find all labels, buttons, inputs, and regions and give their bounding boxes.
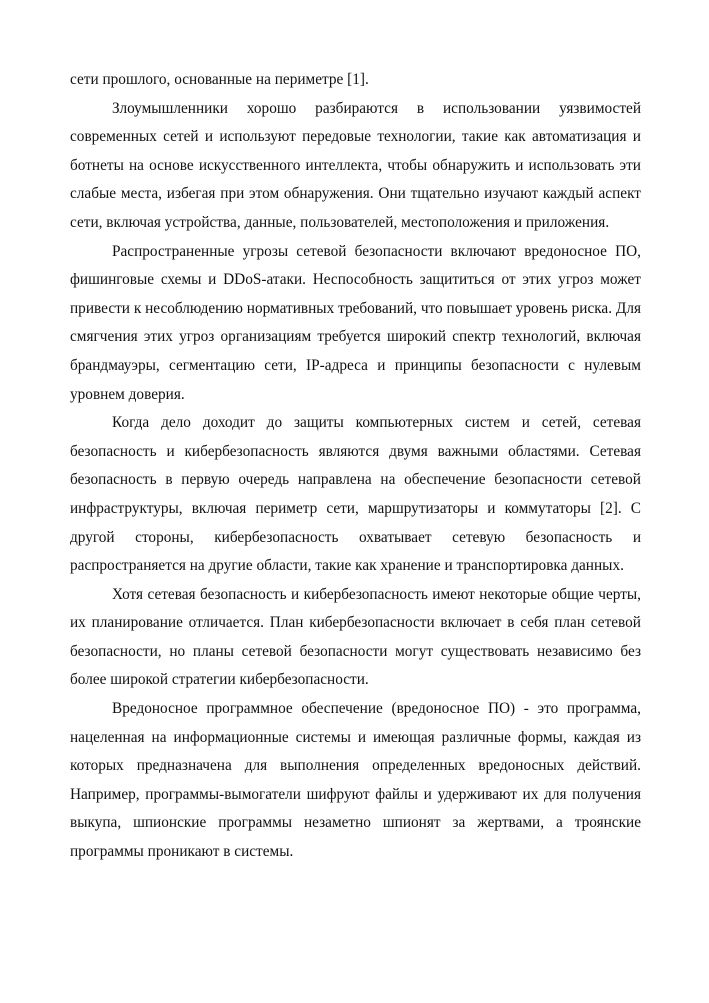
paragraph-common-threats: Распространенные угрозы сетевой безопасности включают вредоносное ПО, фишинговые схемы и DDoS-атаки. Неспособность защититься от этих угроз может привести к несоблюдению нормативных требований, что повышает уровень риска. Для смягчения этих угроз организациям требуется широкий спектр технологий, включая брандмауэры, сегментацию сети, IP-адреса и принципы безопасности с нулевым уровнем доверия. bbox=[70, 242, 641, 403]
document-page bbox=[70, 66, 641, 867]
paragraph-continuation: сети прошлого, основанные на периметре [1]. bbox=[70, 71, 369, 88]
paragraph-network-vs-cyber: Когда дело доходит до защиты компьютерных систем и сетей, сетевая безопасность и кибербезопасность являются двумя важными областями. Сетевая безопасность в первую очередь направлена на обеспечение безопасности сетевой инфраструктуры, включая периметр сети, маршрутизаторы и коммутаторы [2]. С другой стороны, кибербезопасность охватывает сетевую безопасность и распространяется на другие области, такие как хранение и транспортировка данных. bbox=[70, 414, 641, 575]
paragraph-attackers: Злоумышленники хорошо разбираются в использовании уязвимостей современных сетей и используют передовые технологии, такие как автоматизация и ботнеты на основе искусственного интеллекта, чтобы обнаружить и использовать эти слабые места, избегая при этом обнаружения. Они тщательно изучают каждый аспект сети, включая устройства, данные, пользователей, местоположения и приложения. bbox=[70, 99, 641, 231]
paragraph-malware: Вредоносное программное обеспечение (вредоносное ПО) - это программа, нацеленная на информационные системы и имеющая различные формы, каждая из которых предназначена для выполнения определенных вредоносных действий. Например, программы-вымогатели шифруют файлы и удерживают их для получения выкупа, шпионские программы незаметно шпионят за жертвами, а троянские программы проникают в системы. bbox=[70, 700, 641, 861]
paragraph-planning: Хотя сетевая безопасность и кибербезопасность имеют некоторые общие черты, их планирование отличается. План кибербезопасности включает в себя план сетевой безопасности, но планы сетевой безопасности могут существовать независимо без более широкой стратегии кибербезопасности. bbox=[70, 585, 641, 689]
